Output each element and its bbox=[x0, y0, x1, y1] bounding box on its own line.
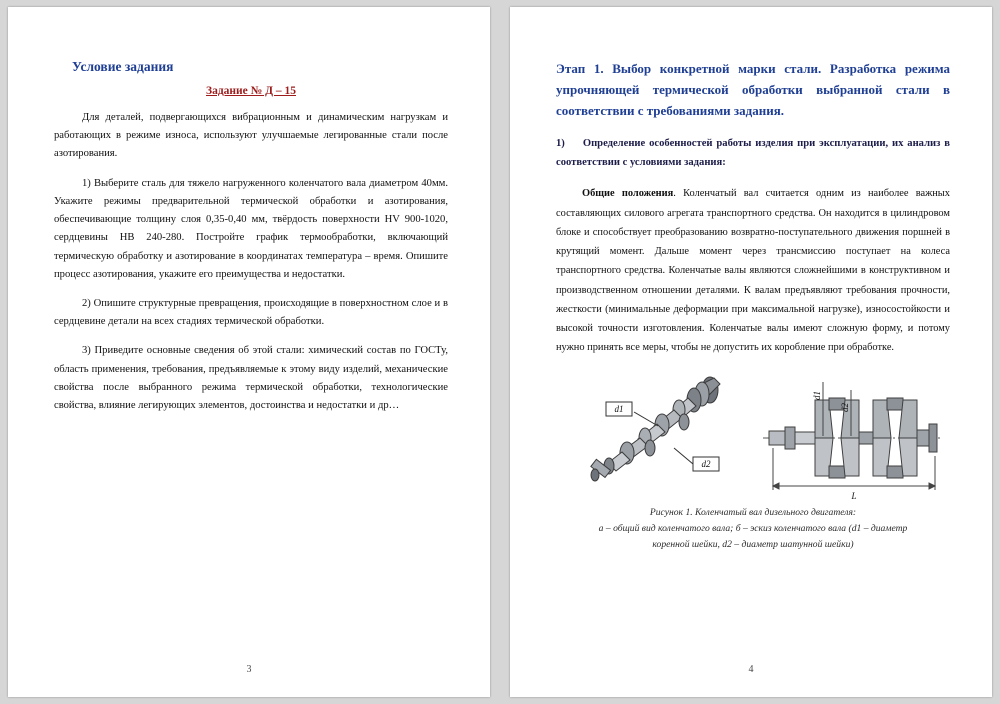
subsection-number: 1) bbox=[556, 138, 565, 150]
paragraph-lead-bold: Общие положения bbox=[582, 188, 674, 200]
figure-dim-L: L bbox=[851, 490, 857, 499]
figure-caption-line-1: Рисунок 1. Коленчатый вал дизельного двигателя: bbox=[649, 506, 857, 518]
page-number: 3 bbox=[246, 664, 252, 675]
figure-crankshaft bbox=[556, 374, 950, 554]
stage-heading: Этап 1. Выбор конкретной марки стали. Разработка режима упрочняющей термической обработки выбранной стали в соответствии с требованиями задания. bbox=[556, 61, 950, 118]
paragraph: Для деталей, подвергающихся вибрационным и динамическим нагрузкам и работающих в режиме износа, используют улучшаемые легированные стали после азотирования. bbox=[54, 112, 448, 160]
figure-caption-line-2: а – общий вид коленчатого вала; б – эскиз коленчатого вала (d1 – диаметр bbox=[598, 523, 908, 534]
paragraph-body: . Коленчатый вал считается одним из наиболее важных составляющих силового агрегата транспортного средства. Он находится в цилиндровом блоке и способствует преобразованию возвратно-поступательного движения поршней в крутящий момент. Дальше момент через трансмиссию поступает на колеса транспортного средства. Коленчатые валы являются сложнейшими в конструктивном и производственном отношении деталями. К валам предъявляют требования прочности, жесткости (минимальные деформации при максимальной нагрузке), износостойкости и высокой точности изготовления. Коленчатые валы имеют сложную форму, и потому нужно принять все меры, чтобы не допустить их коробление при обработке. bbox=[556, 188, 950, 354]
figure-dim-d1: d1 bbox=[812, 390, 822, 400]
figure-caption-line-3: коренной шейки, d2 – диаметр шатунной шейки) bbox=[652, 539, 854, 551]
subsection-heading bbox=[556, 135, 950, 172]
figure-label-d1: d1 bbox=[614, 403, 624, 414]
document-page-4 bbox=[510, 7, 992, 697]
document-page-3 bbox=[8, 7, 490, 697]
figure-dim-d2: d2 bbox=[840, 402, 850, 412]
figure-caption bbox=[570, 505, 936, 554]
subsection-text: Определение особенностей работы изделия при эксплуатации, их анализ в соответствии с условиями задания: bbox=[556, 138, 950, 168]
paragraph: 3) Приведите основные сведения об этой стали: химический состав по ГОСТу, область применения, требования, предъявляемые к этому виду изделий, механические свойства после выбранного режима термической обработки, технологические свойства, влияние легирующих элементов, достоинства и недостатки и др… bbox=[54, 345, 448, 412]
figure-label-d2: d2 bbox=[701, 458, 711, 469]
page-3-content bbox=[8, 7, 490, 697]
page-number: 4 bbox=[748, 664, 754, 675]
paragraph: 1) Выберите сталь для тяжело нагруженного коленчатого вала диаметром 40мм. Укажите режимы предварительной термической обработки и азотирования, обеспечивающие толщину слоя 0,35-0,40 мм, твёрдость поверхности HV 900-1020, сердцевины HB 240-280. Постройте график термообработки, включающий термическую обработку и азотирование в координатах температура – время. Опишите процесс азотирования, укажите его преимущества и недостатки. bbox=[54, 177, 448, 280]
paragraph: 2) Опишите структурные превращения, происходящие в поверхностном слое и в сердцевине детали на всех стадиях термической обработки. bbox=[54, 297, 448, 328]
page-title: Условие задания bbox=[72, 59, 174, 74]
task-title: Задание № Д – 15 bbox=[206, 85, 296, 97]
paragraph bbox=[556, 184, 950, 357]
page-4-content bbox=[510, 7, 992, 697]
crankshaft-illustration bbox=[558, 374, 948, 499]
